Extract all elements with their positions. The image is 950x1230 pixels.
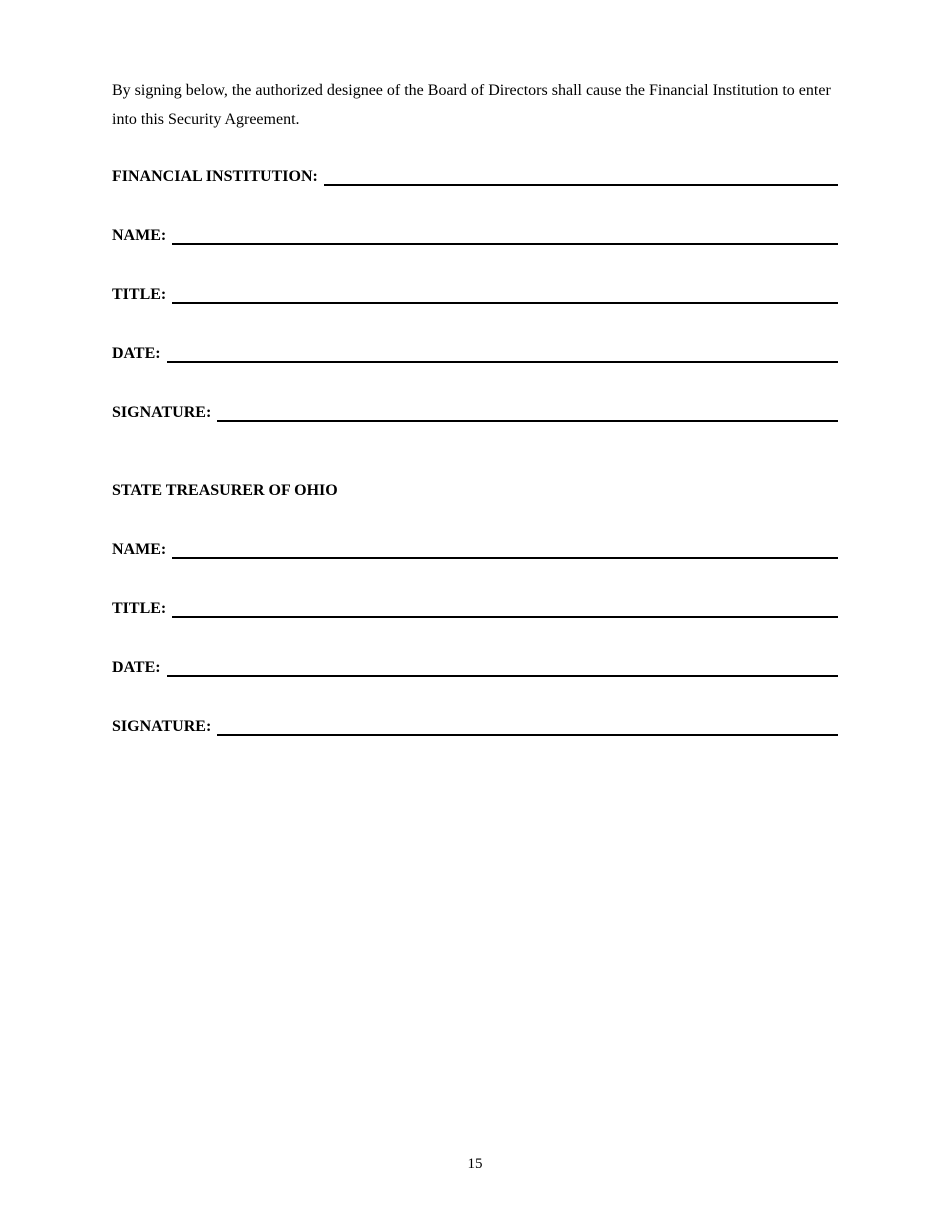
institution-title-label: TITLE: bbox=[112, 286, 167, 303]
treasurer-title-blank-line[interactable] bbox=[172, 616, 838, 618]
intro-paragraph: By signing below, the authorized designee of the Board of Directors shall cause the Financial Institution to enter into this Security Agreement. bbox=[112, 82, 831, 128]
institution-name-field bbox=[112, 224, 838, 246]
treasurer-signature-blank-line[interactable] bbox=[217, 734, 838, 736]
financial-institution-label: FINANCIAL INSTITUTION: bbox=[112, 168, 318, 185]
institution-date-label: DATE: bbox=[112, 345, 161, 362]
institution-signature-field bbox=[112, 401, 838, 423]
page-number: 15 bbox=[467, 1156, 483, 1172]
treasurer-signature-label: SIGNATURE: bbox=[112, 718, 212, 735]
institution-title-blank-line[interactable] bbox=[172, 302, 838, 304]
treasurer-title-field bbox=[112, 597, 838, 619]
treasurer-name-blank-line[interactable] bbox=[172, 557, 838, 559]
institution-signature-label: SIGNATURE: bbox=[112, 404, 212, 421]
treasurer-name-label: NAME: bbox=[112, 541, 167, 558]
treasurer-heading: STATE TREASURER OF OHIO bbox=[112, 482, 338, 499]
institution-date-field bbox=[112, 342, 838, 364]
financial-institution-blank-line[interactable] bbox=[324, 184, 838, 186]
institution-date-blank-line[interactable] bbox=[167, 361, 838, 363]
treasurer-date-field bbox=[112, 656, 838, 678]
institution-signature-blank-line[interactable] bbox=[217, 420, 838, 422]
treasurer-date-label: DATE: bbox=[112, 659, 161, 676]
financial-institution-field bbox=[112, 165, 838, 187]
institution-name-label: NAME: bbox=[112, 227, 167, 244]
treasurer-date-blank-line[interactable] bbox=[167, 675, 838, 677]
treasurer-title-label: TITLE: bbox=[112, 600, 167, 617]
treasurer-name-field bbox=[112, 538, 838, 560]
institution-title-field bbox=[112, 283, 838, 305]
treasurer-signature-field bbox=[112, 715, 838, 737]
institution-name-blank-line[interactable] bbox=[172, 243, 838, 245]
